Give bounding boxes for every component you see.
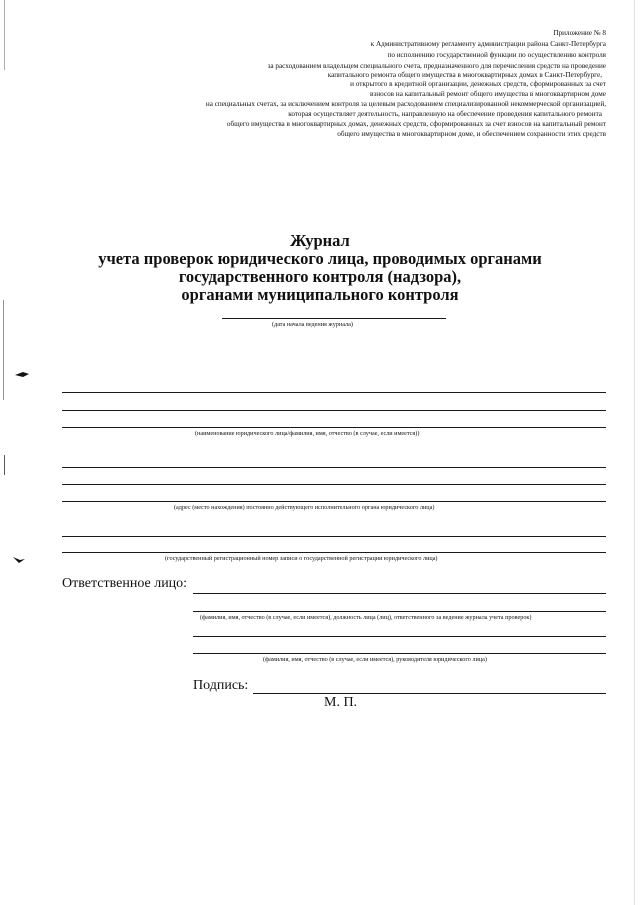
header-line: к Административному регламенту администрации района Санкт-Петербурга (370, 40, 606, 48)
header-line: общего имущества в многоквартирных домах, денежных средств, сформированных за счет взносов на капитальный ремонт (226, 120, 606, 128)
responsible-caption: (фамилия, имя, отчество (в случае, если имеется), должность лица (лиц), ответственного за ведение журнала учета проверок) (200, 614, 532, 621)
name-caption: (наименование юридического лица/фамилия, имя, отчество (в случае, если имеется)) (195, 430, 420, 437)
scan-edge-mark (4, 0, 5, 70)
header-line: которая осуществляет деятельность, направленную на обеспечение проведения капитального ремонта (288, 110, 602, 118)
regnum-line[interactable] (62, 552, 606, 553)
header-line: капитального ремонта общего имущества в многоквартирных домах в Санкт-Петербурге, (327, 71, 602, 79)
header-line: за расходованием владельцем специального счета, предназначенного для перечисления средств на проведение (267, 62, 606, 70)
head-caption: (фамилия, имя, отчество (в случае, если имеется), руководителя юридического лица) (263, 656, 487, 663)
scan-edge-mark (634, 0, 635, 905)
address-line[interactable] (62, 501, 606, 502)
responsible-line[interactable] (193, 593, 606, 594)
scan-edge-mark (4, 455, 5, 475)
seal-label: М. П. (324, 695, 358, 710)
header-line: общего имущества в многоквартирном доме, и обеспечением сохранности этих средств (337, 130, 606, 138)
address-line[interactable] (62, 467, 606, 468)
name-line[interactable] (62, 392, 606, 393)
responsible-line[interactable] (193, 611, 606, 612)
address-line[interactable] (62, 484, 606, 485)
title-line: учета проверок юридического лица, проводимых органами (98, 249, 542, 268)
head-line[interactable] (193, 653, 606, 654)
date-line[interactable] (222, 318, 446, 319)
regnum-caption: (государственный регистрационный номер записи о государственной регистрации юридического лица) (165, 555, 438, 562)
address-caption: (адрес (место нахождения) постоянно действующего исполнительного органа юридического лица) (174, 504, 435, 511)
header-line: на специальных счетах, за исключением контроля за целевым расходованием специализированной некоммерческой организацией, (205, 100, 606, 108)
responsible-line[interactable] (193, 636, 606, 637)
header-line: по исполнению государственной функции по осуществлению контроля (387, 51, 606, 59)
scan-edge-mark (3, 300, 4, 400)
punch-hole-mark (14, 370, 30, 380)
punch-hole-mark (12, 554, 28, 564)
signature-label: Подпись: (193, 678, 249, 693)
title-line: органами муниципального контроля (181, 285, 459, 304)
name-line[interactable] (62, 410, 606, 411)
date-caption: (дата начала ведения журнала) (272, 321, 353, 328)
header-line: Приложение № 8 (553, 29, 606, 37)
responsible-label: Ответственное лицо: (62, 576, 188, 591)
title-line: государственного контроля (надзора), (178, 267, 462, 286)
title-line: Журнал (290, 231, 350, 250)
name-line[interactable] (62, 427, 606, 428)
signature-line[interactable] (253, 693, 606, 694)
regnum-line[interactable] (62, 536, 606, 537)
header-line: и открытого в кредитной организации, денежных средств, сформированных за счет (350, 80, 606, 88)
header-line: взносов на капитальный ремонт общего имущества в многоквартирном доме (370, 90, 606, 98)
